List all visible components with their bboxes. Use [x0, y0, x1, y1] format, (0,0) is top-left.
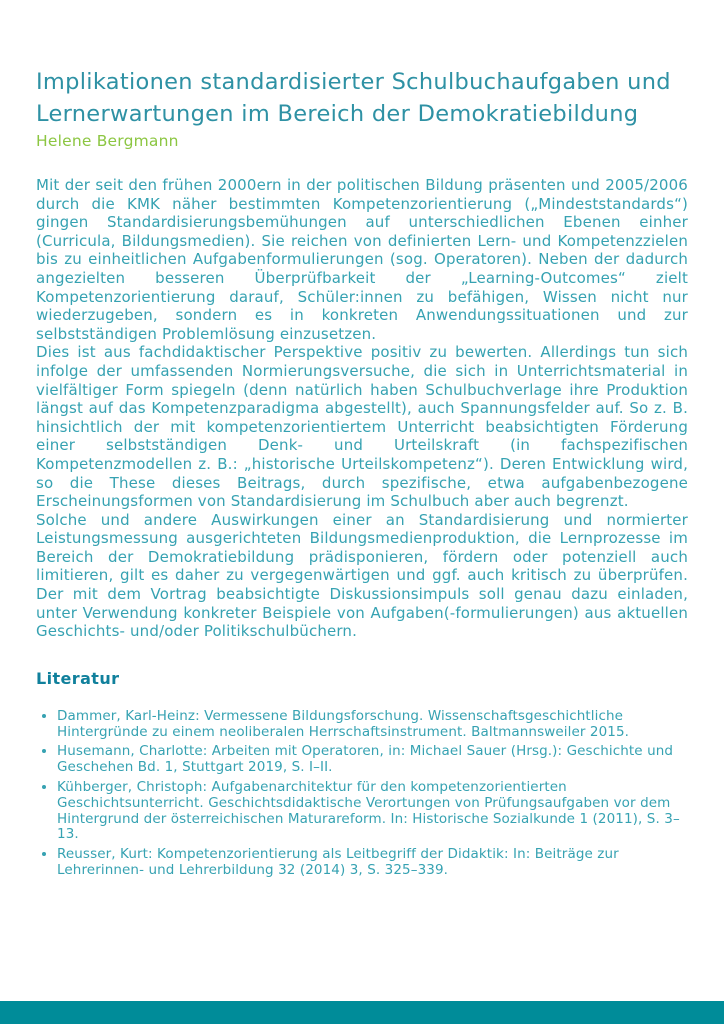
page-title: Implikationen standardisierter Schulbuchaufgaben und Lernerwartungen im Bereich der Demokratiebildung	[36, 69, 671, 127]
abstract-paragraph: Dies ist aus fachdidaktischer Perspektive positiv zu bewerten. Allerdings tun sich infolge der umfassenden Normierungsversuche, die sich in Unterrichtsmaterial in vielfältiger Form spiegeln (denn natürlich haben Schulbuchverlage ihre Produktion längst auf das Kompetenzparadigma abgestellt), auch Spannungsfelder auf. So z. B. hinsichtlich der mit kompetenzorientiertem Unterricht beabsichtigten Förderung einer selbstständigen Denk- und Urteilskraft (in fachspezifischen Kompetenzmodellen z. B.: „historische Urteilskompetenz“). Deren Entwicklung wird, so die These dieses Beitrags, durch spezifische, etwa aufgabenbezogene Erscheinungsformen von Standardisierung im Schulbuch aber auch begrenzt.	[36, 343, 688, 511]
author-name: Helene Bergmann	[36, 132, 179, 150]
abstract-paragraph: Solche und andere Auswirkungen einer an Standardisierung und normierter Leistungsmessung ausgerichteten Bildungsmedienproduktion, die Lernprozesse im Bereich der Demokratiebildung prädisponieren, fördern oder potenziell auch limitieren, gilt es daher zu vergegenwärtigen und ggf. auch kritisch zu überprüfen. Der mit dem Vortrag beabsichtigte Diskussionsimpuls soll genau dazu einladen, unter Verwendung konkreter Beispiele von Aufgaben(-formulierungen) aus aktuellen Geschichts- und/oder Politikschulbüchern.	[36, 510, 688, 641]
reference-list	[36, 709, 688, 879]
reference-item: • Husemann, Charlotte: Arbeiten mit Operatoren, in: Michael Sauer (Hrsg.): Geschichte und Geschehen Bd. 1, Stuttgart 2019, S. I–II.	[57, 744, 688, 776]
reference-item: • Dammer, Karl-Heinz: Vermessene Bildungsforschung. Wissenschaftsgeschichtliche Hintergründe zu einem neoliberalen Herrschaftsinstrument. Baltmannsweiler 2015.	[57, 709, 688, 741]
abstract-body	[36, 176, 688, 641]
reference-item: • Reusser, Kurt: Kompetenzorientierung als Leitbegriff der Didaktik: In: Beiträge zur Lehrerinnen- und Lehrerbildung 32 (2014) 3, S. 325–339.	[57, 847, 688, 879]
footer-accent-bar	[0, 1001, 724, 1024]
literature-heading: Literatur	[36, 668, 120, 688]
reference-item: • Kühberger, Christoph: Aufgabenarchitektur für den kompetenzorientierten Geschichtsunterricht. Geschichtsdidaktische Verortungen von Prüfungsaufgaben vor dem Hintergrund der österreichischen Maturareform. In: Historische Sozialkunde 1 (2011), S. 3–13.	[57, 780, 688, 843]
abstract-paragraph: Mit der seit den frühen 2000ern in der politischen Bildung präsenten und 2005/2006 durch die KMK näher bestimmten Kompetenzorientierung („Mindeststandards“) gingen Standardisierungsbemühungen auf unterschiedlichen Ebenen einher (Curricula, Bildungsmedien). Sie reichen von definierten Lern- und Kompetenzzielen bis zu einheitlichen Aufgabenformulierungen (sog. Operatoren). Neben der dadurch angezielten besseren Überprüfbarkeit der „Learning-Outcomes“ zielt Kompetenzorientierung darauf, Schüler:innen zu befähigen, Wissen nicht nur wiederzugeben, sondern es in konkreten Anwendungssituationen und zur selbstständigen Problemlösung einzusetzen.	[36, 176, 688, 343]
